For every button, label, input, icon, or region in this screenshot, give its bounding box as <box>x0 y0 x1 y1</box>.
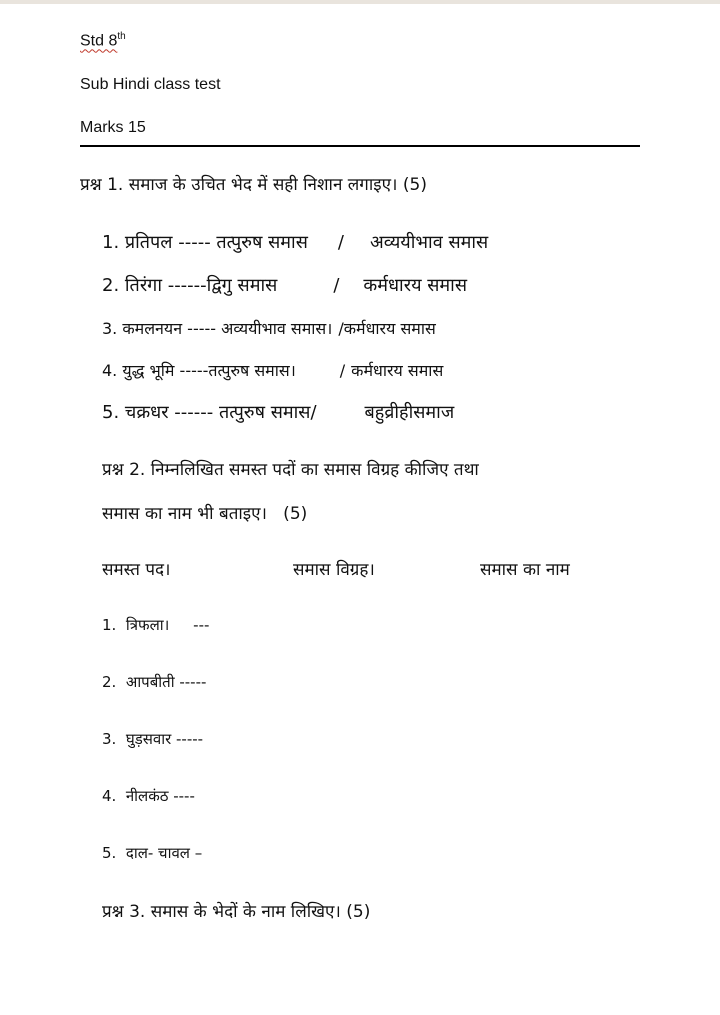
q2-item-5: 5. दाल- चावल – <box>102 844 203 862</box>
q1-item-1-right: अव्ययीभाव समास <box>369 232 489 253</box>
q2-column-header-compound: समस्त पद। <box>102 560 171 580</box>
q1-item-2-right: कर्मधारय समास <box>363 275 467 296</box>
standard-line <box>80 31 126 50</box>
standard-label: Std 8 <box>80 32 118 50</box>
q2-item-4: 4. नीलकंठ ---- <box>102 787 195 805</box>
question-2-title-line-1: प्रश्न 2. निम्नलिखित समस्त पदों का समास विग्रह कीजिए तथा <box>102 460 479 480</box>
marks-line: Marks 15 <box>80 119 146 136</box>
q1-item-5-left: 5. चक्रधर ------ तत्पुरुष समास/ <box>102 402 317 423</box>
q1-item-2-left: 2. तिरंगा ------द्विगु समास <box>102 275 278 296</box>
header-divider <box>80 145 640 147</box>
q1-item-5 <box>102 400 454 424</box>
q2-column-header-split: समास विग्रह। <box>293 560 375 580</box>
q1-item-1 <box>102 230 488 254</box>
q1-item-1-sep: / <box>337 232 344 253</box>
standard-superscript: th <box>117 31 126 42</box>
q1-item-2-sep: / <box>333 275 340 296</box>
q1-item-4-sep: / <box>339 361 346 380</box>
q2-item-1: 1. त्रिफला। --- <box>102 616 210 634</box>
question-3-title: प्रश्न 3. समास के भेदों के नाम लिखिए। (5) <box>102 902 371 922</box>
q1-item-1-left: 1. प्रतिपल ----- तत्पुरुष समास <box>102 232 308 253</box>
q1-item-3 <box>102 317 436 339</box>
q1-item-4-left: 4. युद्ध भूमि -----तत्पुरुष समास। <box>102 361 296 380</box>
page-top-edge <box>0 0 720 4</box>
q2-item-3: 3. घुड़सवार ----- <box>102 730 204 748</box>
q1-item-4 <box>102 359 443 381</box>
q2-item-2: 2. आपबीती ----- <box>102 673 207 691</box>
question-1-title: प्रश्न 1. समाज के उचित भेद में सही निशान लगाइए। (5) <box>80 175 427 195</box>
q1-item-5-right: बहुव्रीहीसमाज <box>364 402 455 423</box>
q1-item-3-left: 3. कमलनयन ----- अव्ययीभाव समास। <box>102 319 333 338</box>
q2-column-header-type: समास का नाम <box>480 560 570 580</box>
subject-line: Sub Hindi class test <box>80 76 221 93</box>
q1-item-3-sep: / <box>338 319 344 338</box>
q1-item-3-right: कर्मधारय समास <box>343 319 436 338</box>
q1-item-2 <box>102 273 467 297</box>
q1-item-4-right: कर्मधारय समास <box>351 361 444 380</box>
question-2-title-line-2: समास का नाम भी बताइए। (5) <box>102 504 308 524</box>
